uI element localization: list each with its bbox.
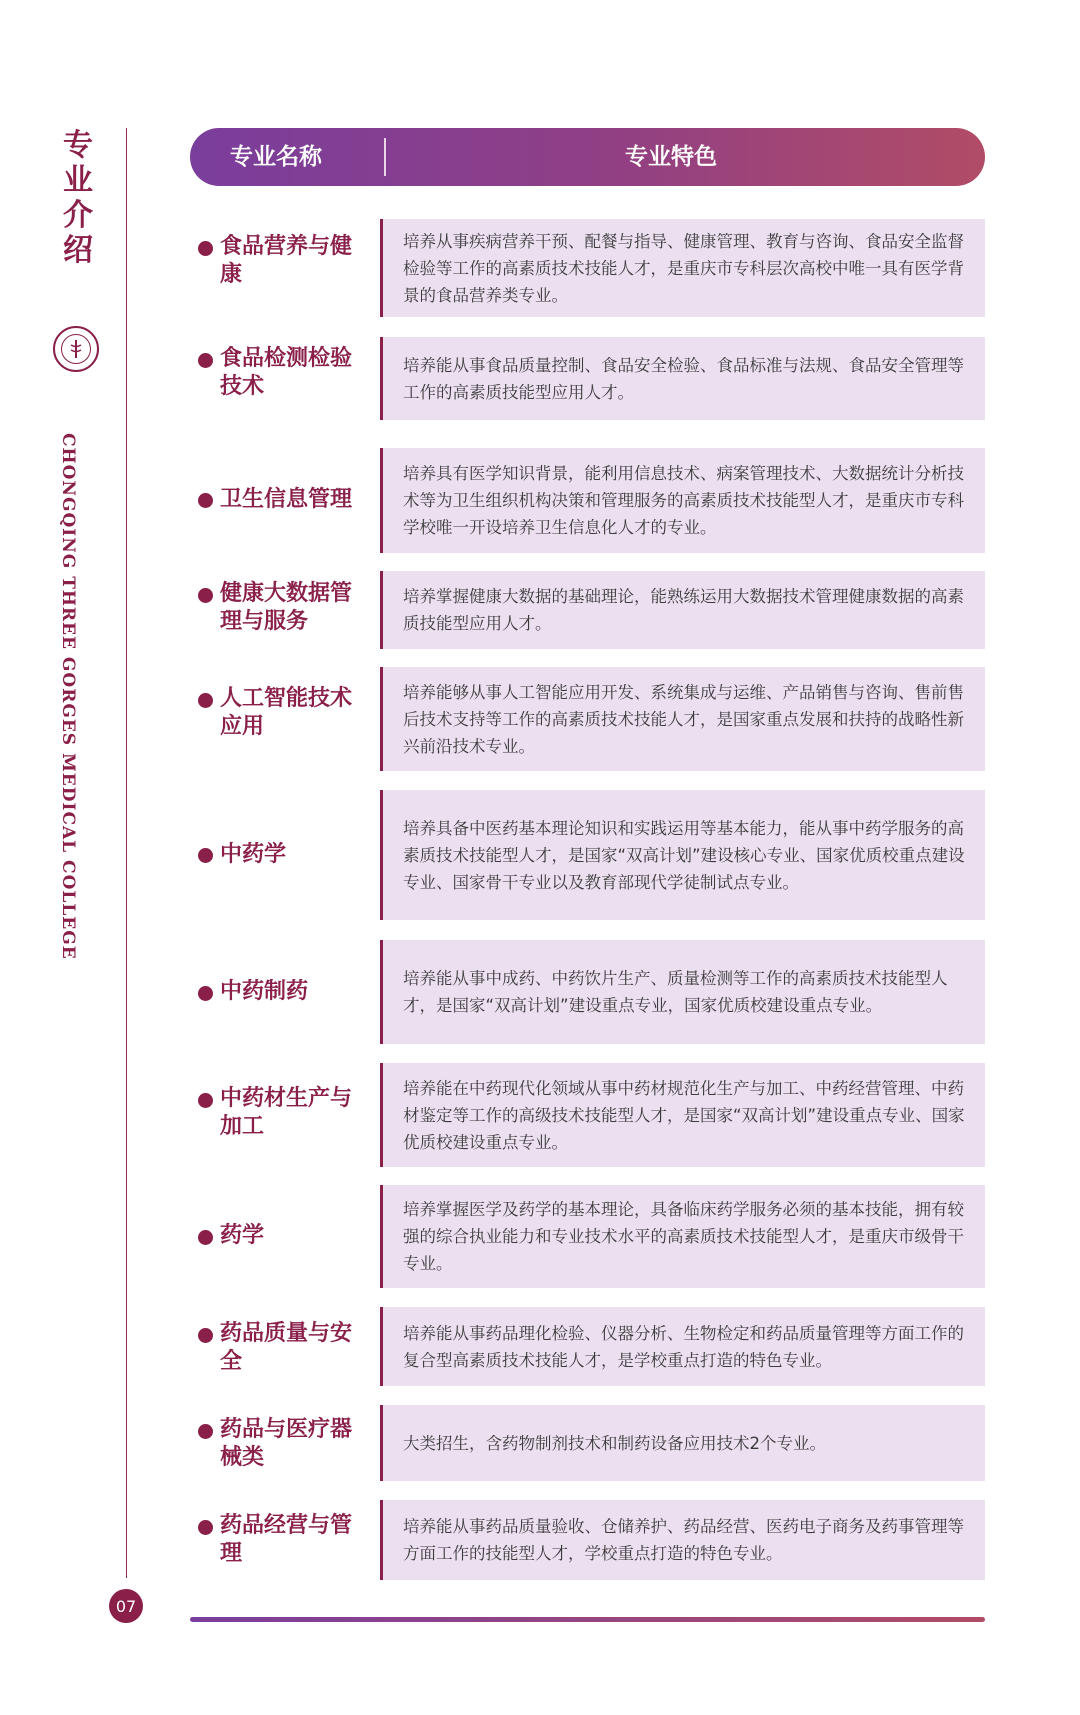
footer-rule <box>190 1617 985 1622</box>
bullet-icon <box>198 241 213 256</box>
major-feature: 大类招生，含药物制剂技术和制药设备应用技术2个专业。 <box>403 1433 826 1453</box>
college-english-name: CHONGQING THREE GORGES MEDICAL COLLEGE <box>58 433 78 960</box>
major-feature: 培养从事疾病营养干预、配餐与指导、健康管理、教育与咨询、食品安全监督检验等工作的高素质技术技能人才，是重庆市专科层次高校中唯一具有医学背景的食品营养类专业。 <box>403 231 964 305</box>
major-name: 健康大数据管理与服务 <box>220 581 353 634</box>
sidebar-divider <box>126 128 127 1578</box>
bullet-icon <box>198 1230 213 1245</box>
major-feature: 培养能从事药品质量验收、仓储养护、药品经营、医药电子商务及药事管理等方面工作的技能型人才，学校重点打造的特色专业。 <box>403 1517 964 1563</box>
table-row <box>190 667 985 771</box>
major-feature-cell <box>380 790 985 920</box>
major-feature: 培养掌握医学及药学的基本理论，具备临床药学服务必须的基本技能，拥有较强的综合执业能力和专业技术水平的高素质技术技能型人才，是重庆市级骨干专业。 <box>403 1200 964 1273</box>
table-row <box>190 940 985 1044</box>
bullet-icon <box>198 693 213 708</box>
section-title-char: 业 <box>63 163 93 198</box>
major-feature: 培养能够从事人工智能应用开发、系统集成与运维、产品销售与咨询、售前售后技术支持等工作的高素质技术技能人才，是国家重点发展和扶持的战略性新兴前沿技术专业。 <box>403 682 964 756</box>
column-header-feature: 专业特色 <box>625 144 717 170</box>
section-title <box>58 128 98 268</box>
major-name: 中药学 <box>220 842 287 867</box>
table-row <box>190 337 985 420</box>
table-row <box>190 571 985 649</box>
table-row <box>190 1405 985 1481</box>
bullet-icon <box>198 986 213 1001</box>
major-feature-cell <box>380 448 985 553</box>
major-feature: 培养具备中医药基本理论知识和实践运用等基本能力，能从事中药学服务的高素质技术技能型人才，是国家“双高计划”建设核心专业、国家优质校重点建设专业、国家骨干专业以及教育部现代学徒制试点专业。 <box>403 818 965 892</box>
table-row <box>190 790 985 920</box>
major-feature: 培养能在中药现代化领域从事中药材规范化生产与加工、中药经营管理、中药材鉴定等工作的高级技术技能型人才，是国家“双高计划”建设重点专业、国家优质校建设重点专业。 <box>403 1078 965 1152</box>
header-divider <box>384 138 386 176</box>
bullet-icon <box>198 1328 213 1343</box>
major-feature-cell <box>380 667 985 771</box>
bullet-icon <box>198 588 213 603</box>
section-title-char: 专 <box>63 128 93 163</box>
page-number: 07 <box>109 1589 143 1623</box>
major-feature: 培养具有医学知识背景，能利用信息技术、病案管理技术、大数据统计分析技术等为卫生组织机构决策和管理服务的高素质技术技能型人才，是重庆市专科学校唯一开设培养卫生信息化人才的专业。 <box>403 464 964 537</box>
column-header-name: 专业名称 <box>230 144 322 170</box>
major-feature-cell <box>380 337 985 420</box>
table-row <box>190 448 985 553</box>
major-feature: 培养能从事食品质量控制、食品安全检验、食品标准与法规、食品安全管理等工作的高素质技能型应用人才。 <box>403 355 964 402</box>
major-feature: 培养能从事中成药、中药饮片生产、质量检测等工作的高素质技术技能型人才，是国家“双高计划”建设重点专业，国家优质校建设重点专业。 <box>403 969 948 1015</box>
bullet-icon <box>198 1520 213 1535</box>
major-name: 卫生信息管理 <box>220 487 353 512</box>
major-name: 药品质量与安全 <box>220 1321 353 1374</box>
major-feature-cell <box>380 940 985 1044</box>
major-feature-cell <box>380 219 985 317</box>
major-name: 药品与医疗器械类 <box>220 1417 353 1470</box>
major-name: 食品检测检验技术 <box>220 346 353 399</box>
table-header <box>190 128 985 186</box>
table-row <box>190 1307 985 1386</box>
major-feature: 培养掌握健康大数据的基础理论，能熟练运用大数据技术管理健康数据的高素质技能型应用人才。 <box>403 587 964 633</box>
bullet-icon <box>198 1424 213 1439</box>
section-title-char: 绍 <box>63 233 93 268</box>
major-feature: 培养能从事药品理化检验、仪器分析、生物检定和药品质量管理等方面工作的复合型高素质技术技能人才，是学校重点打造的特色专业。 <box>403 1323 964 1370</box>
major-name: 药学 <box>220 1223 265 1248</box>
major-feature-cell <box>380 1307 985 1386</box>
table-row <box>190 1185 985 1288</box>
table-row <box>190 1500 985 1580</box>
major-feature-cell <box>380 1063 985 1167</box>
major-feature-cell <box>380 1500 985 1580</box>
table-row <box>190 1063 985 1167</box>
major-feature-cell <box>380 571 985 649</box>
major-feature-cell <box>380 1405 985 1481</box>
major-name: 食品营养与健康 <box>220 234 353 287</box>
major-name: 药品经营与管理 <box>220 1513 353 1566</box>
bullet-icon <box>198 493 213 508</box>
table-row <box>190 219 985 317</box>
major-name: 中药制药 <box>220 979 309 1004</box>
bullet-icon <box>198 848 213 863</box>
major-name: 人工智能技术应用 <box>220 686 353 739</box>
major-feature-cell <box>380 1185 985 1288</box>
major-name: 中药材生产与加工 <box>220 1086 353 1139</box>
bullet-icon <box>198 353 213 368</box>
section-title-char: 介 <box>63 198 93 233</box>
college-seal-icon <box>53 326 99 372</box>
bullet-icon <box>198 1093 213 1108</box>
